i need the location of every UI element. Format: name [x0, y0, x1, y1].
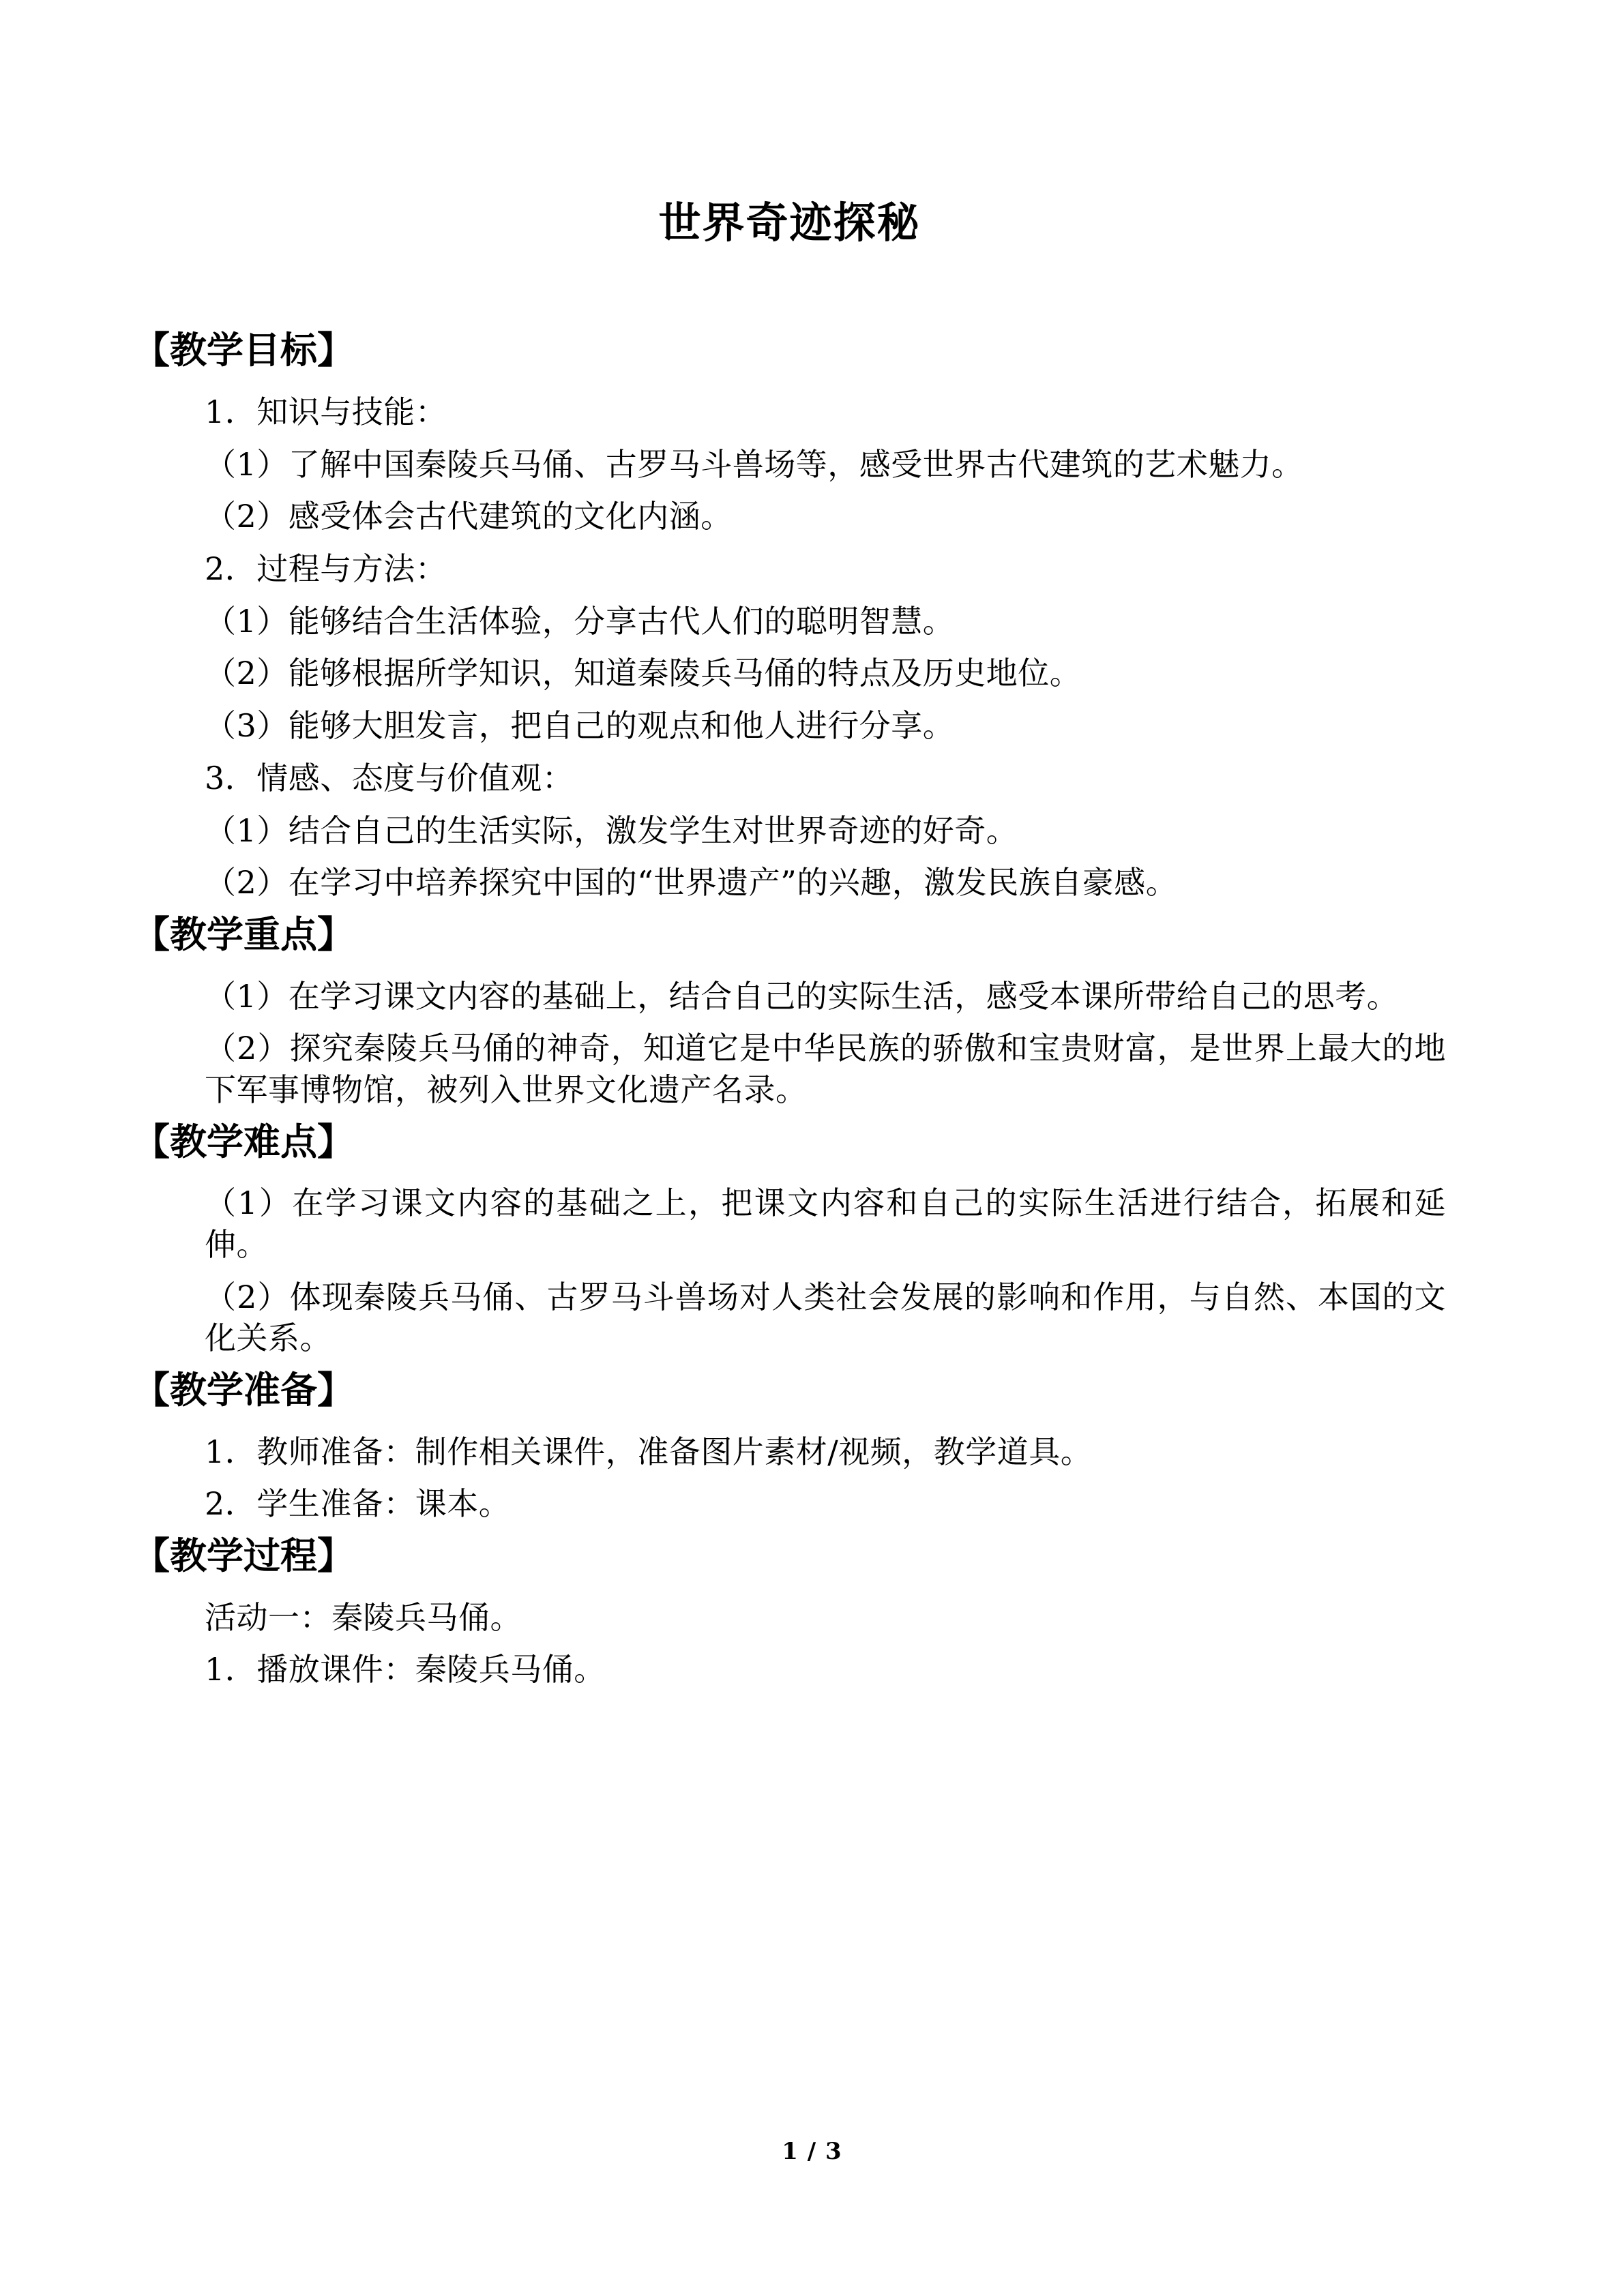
- section-header: 【教学难点】: [133, 1119, 354, 1163]
- body-line: （1）了解中国秦陵兵马俑、古罗马斗兽场等，感受世界古代建筑的艺术魅力。: [205, 445, 1303, 483]
- body-line: 1．教师准备：制作相关课件，准备图片素材/视频，教学道具。: [205, 1433, 1093, 1470]
- body-line: （2）在学习中培养探究中国的“世界遗产”的兴趣，激发民族自豪感。: [205, 864, 1178, 901]
- body-line: （1）结合自己的生活实际，激发学生对世界奇迹的好奇。: [205, 811, 1018, 849]
- body-line: 1．播放课件：秦陵兵马俑。: [205, 1651, 606, 1688]
- body-line: （2）感受体会古代建筑的文化内涵。: [205, 498, 733, 535]
- section-header: 【教学目标】: [133, 328, 354, 372]
- body-line: 3．情感、态度与价值观：: [205, 759, 574, 796]
- body-line: （2）探究秦陵兵马俑的神奇，知道它是中华民族的骄傲和宝贵财富，是世界上最大的地下军事博物馆，被列入世界文化遗产名录。: [205, 1030, 1446, 1109]
- body-line: （1）在学习课文内容的基础之上，把课文内容和自己的实际生活进行结合，拓展和延伸。: [205, 1184, 1446, 1263]
- page-footer: 1 / 3: [782, 2138, 842, 2165]
- sections-container: [133, 327, 1446, 1690]
- section-header: 【教学过程】: [133, 1534, 354, 1578]
- section-header: 【教学准备】: [133, 1368, 354, 1412]
- body-line: （3）能够大胆发言，把自己的观点和他人进行分享。: [205, 707, 955, 745]
- body-line: 1．知识与技能：: [205, 393, 447, 430]
- document-body: [133, 0, 1446, 1690]
- page-title: 世界奇迹探秘: [658, 198, 921, 248]
- body-line: （2）能够根据所学知识，知道秦陵兵马俑的特点及历史地位。: [205, 655, 1082, 692]
- body-line: （1）在学习课文内容的基础上，结合自己的实际生活，感受本课所带给自己的思考。: [205, 977, 1399, 1015]
- body-line: （1）能够结合生活体验，分享古代人们的聪明智慧。: [205, 602, 955, 640]
- body-line: 2．过程与方法：: [205, 550, 447, 588]
- body-line: 活动一：秦陵兵马俑。: [205, 1598, 522, 1636]
- body-line: （2）体现秦陵兵马俑、古罗马斗兽场对人类社会发展的影响和作用，与自然、本国的文化关系。: [205, 1278, 1446, 1357]
- body-line: 2．学生准备：课本。: [205, 1485, 511, 1523]
- section-header: 【教学重点】: [133, 912, 354, 957]
